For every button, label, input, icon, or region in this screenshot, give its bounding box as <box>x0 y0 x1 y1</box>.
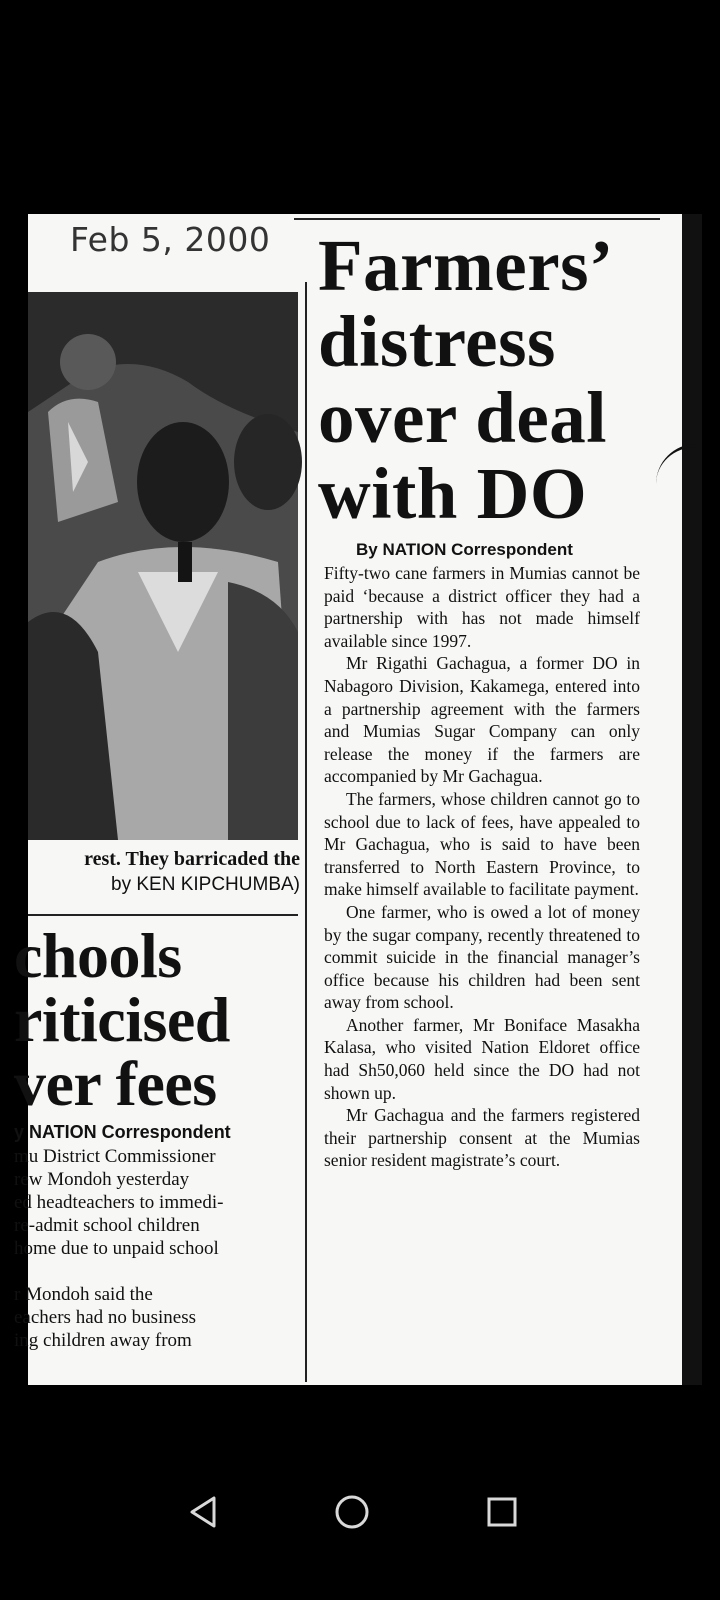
text-line: home due to unpaid school <box>14 1238 219 1259</box>
back-button[interactable] <box>180 1488 228 1536</box>
article-paragraph: Another farmer, Mr Boniface Masakha Kalasa, who visited Nation Eldoret office had Sh50,060 held since the DO had not shown up. <box>324 1014 640 1103</box>
text-line: eachers had no business <box>14 1307 197 1328</box>
section-divider <box>28 914 298 916</box>
text-line: rew Mondoh yesterday <box>14 1169 190 1190</box>
caption-line-2: by KEN KIPCHUMBA) <box>111 874 300 895</box>
article-paragraph: Mr Rigathi Gachagua, a former DO in Nabagoro Division, Kakamega, entered into a partnership agreement with the farmers and Mumias Sugar Company can only release the money if the farmers are accompanied by Mr Gachagua. <box>324 653 640 787</box>
headline-line: ver fees <box>14 1048 217 1119</box>
second-story-body <box>14 1145 298 1352</box>
text-line <box>14 1260 298 1283</box>
second-story-byline: y NATION Correspondent <box>14 1122 231 1142</box>
text-line: mu District Commissioner <box>14 1146 216 1167</box>
main-byline: By NATION Correspondent <box>356 540 573 559</box>
back-icon <box>184 1492 224 1532</box>
headline-line: chools <box>14 920 182 991</box>
clipping-edge <box>682 214 702 1385</box>
text-line: r Mondoh said the <box>14 1284 153 1305</box>
article-paragraph: Fifty-two cane farmers in Mumias cannot be paid ‘because a district officer they had a partnership with has not made himself available since 1997. <box>324 563 640 651</box>
newspaper-clipping <box>14 214 702 1385</box>
home-icon <box>332 1492 372 1532</box>
caption-line-1: rest. They barricaded the <box>84 848 300 870</box>
recents-icon <box>482 1492 522 1532</box>
main-headline: Farmers’ distress over deal with DO <box>318 225 609 534</box>
article-paragraph: The farmers, whose children cannot go to school due to lack of fees, have appealed to Mr Gachagua, who is said to have been transferred to North Eastern Province, to make himself available to facilitate payment. <box>324 788 640 900</box>
headline-line: riticised <box>14 984 230 1055</box>
text-line: ed headteachers to immedi- <box>14 1192 224 1213</box>
article-paragraph: One farmer, who is owed a lot of money by the sugar company, recently threatened to commit suicide in the financial manager’s office because his children had been sent away from school. <box>324 901 640 1013</box>
system-navigation-bar <box>0 1470 720 1590</box>
text-line: re-admit school children <box>14 1215 200 1236</box>
second-story <box>14 920 298 1352</box>
home-button[interactable] <box>328 1488 376 1536</box>
recents-button[interactable] <box>478 1488 526 1536</box>
photo-caption <box>28 846 300 898</box>
date-stamp: Feb 5, 2000 <box>70 220 271 259</box>
text-line: ing children away from <box>14 1330 192 1351</box>
column-divider <box>305 282 307 1382</box>
article-body <box>324 562 640 1172</box>
news-photo <box>28 292 298 840</box>
second-story-headline <box>14 920 298 1119</box>
top-rule <box>294 218 660 220</box>
article-paragraph: Mr Gachagua and the farmers registered their partnership consent at the Mumias senior resident magistrate’s court. <box>324 1105 640 1171</box>
